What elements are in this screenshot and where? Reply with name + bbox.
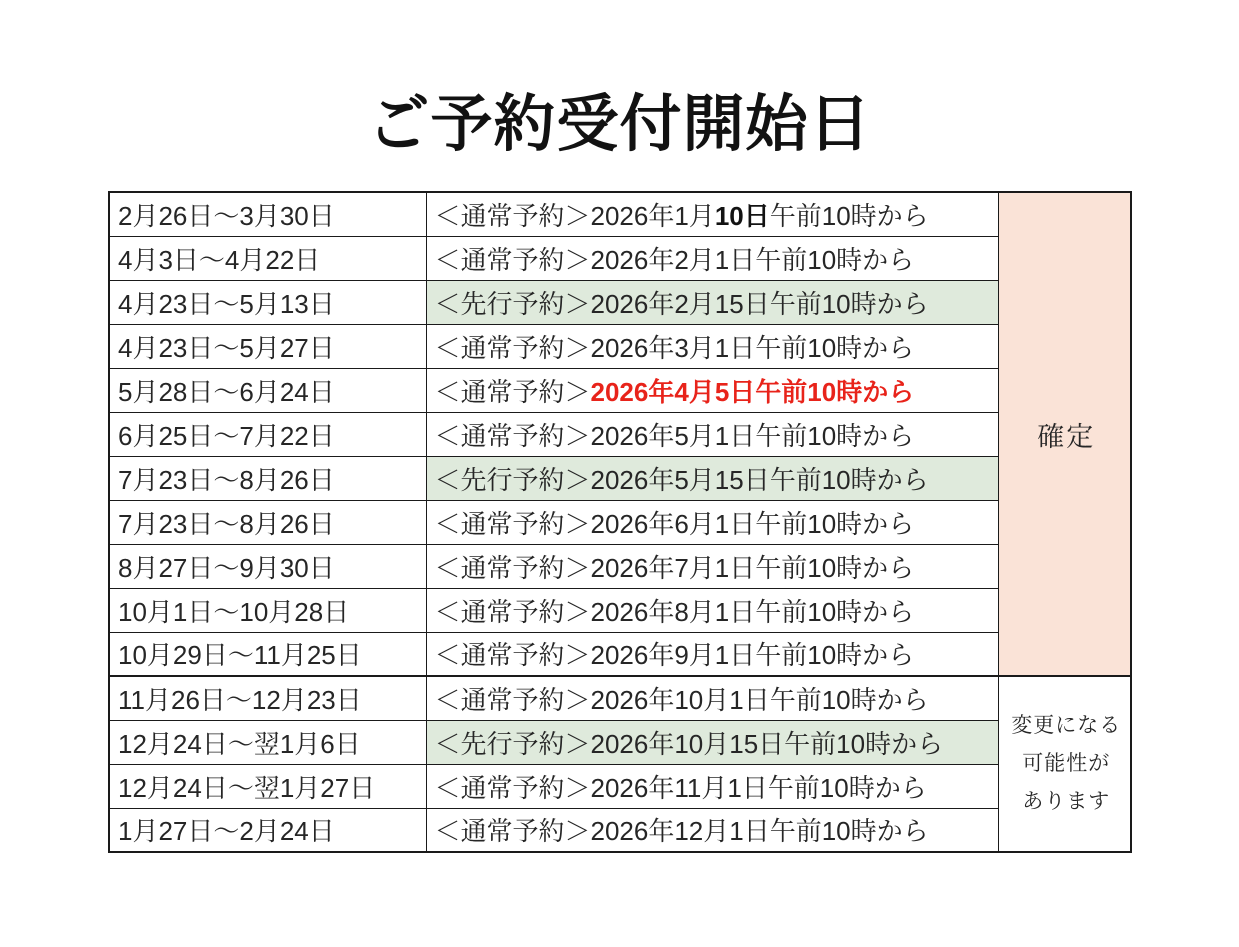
info-text-segment: ＜通常予約＞2026年10月1日午前10時から — [434, 684, 929, 715]
reservation-info-cell — [426, 500, 998, 544]
table-row — [109, 544, 1131, 588]
info-text-segment: ＜先行予約＞2026年10月15日午前10時から — [434, 728, 944, 759]
table-row — [109, 632, 1131, 676]
table-row — [109, 456, 1131, 500]
table-row — [109, 280, 1131, 324]
period-cell: 12月24日〜翌1月6日 — [109, 720, 426, 764]
info-text-segment: ＜通常予約＞2026年1月 — [434, 200, 715, 231]
table-body — [109, 192, 1131, 852]
period-cell: 10月1日〜10月28日 — [109, 588, 426, 632]
table-row — [109, 236, 1131, 280]
reservation-info-cell — [426, 192, 998, 236]
info-text-segment: ＜通常予約＞2026年2月1日午前10時から — [434, 244, 915, 275]
status-label-line: 可能性が — [1022, 752, 1111, 776]
reservation-info-cell — [426, 368, 998, 412]
reservation-info-cell — [426, 236, 998, 280]
status-label-line: あります — [1022, 790, 1111, 814]
reservation-info-cell — [426, 808, 998, 852]
table-row — [109, 808, 1131, 852]
reservation-start-date-table — [108, 191, 1132, 853]
table-row — [109, 412, 1131, 456]
reservation-info-cell — [426, 280, 998, 324]
info-text-segment: ＜通常予約＞2026年6月1日午前10時から — [434, 508, 915, 539]
info-text-segment: ＜先行予約＞2026年5月15日午前10時から — [434, 464, 929, 495]
period-cell: 7月23日〜8月26日 — [109, 500, 426, 544]
reservation-info-cell — [426, 412, 998, 456]
period-cell: 1月27日〜2月24日 — [109, 808, 426, 852]
table-row — [109, 368, 1131, 412]
info-text-segment: ＜先行予約＞2026年2月15日午前10時から — [434, 288, 929, 319]
status-cell — [998, 192, 1131, 676]
status-label-line: 確定 — [1037, 421, 1096, 452]
table-row — [109, 720, 1131, 764]
table-row — [109, 192, 1131, 236]
reservation-info-cell — [426, 544, 998, 588]
info-text-segment: ＜通常予約＞2026年7月1日午前10時から — [434, 552, 915, 583]
table-row — [109, 324, 1131, 368]
info-text-segment: ＜通常予約＞ — [434, 376, 591, 407]
status-label-line: 変更になる — [1011, 714, 1122, 738]
period-cell: 8月27日〜9月30日 — [109, 544, 426, 588]
period-cell: 6月25日〜7月22日 — [109, 412, 426, 456]
period-cell: 12月24日〜翌1月27日 — [109, 764, 426, 808]
period-cell: 4月3日〜4月22日 — [109, 236, 426, 280]
table-row — [109, 676, 1131, 720]
table-row — [109, 588, 1131, 632]
period-cell: 4月23日〜5月27日 — [109, 324, 426, 368]
period-cell: 10月29日〜11月25日 — [109, 632, 426, 676]
period-cell: 11月26日〜12月23日 — [109, 676, 426, 720]
table-row — [109, 764, 1131, 808]
info-text-segment: ＜通常予約＞2026年5月1日午前10時から — [434, 420, 915, 451]
reservation-info-cell — [426, 676, 998, 720]
info-text-segment: ＜通常予約＞2026年11月1日午前10時から — [434, 772, 927, 803]
info-text-segment: 10日 — [714, 200, 770, 231]
info-text-segment: ＜通常予約＞2026年8月1日午前10時から — [434, 596, 915, 627]
info-text-segment: ＜通常予約＞2026年12月1日午前10時から — [434, 816, 929, 847]
page-title: ご予約受付開始日 — [367, 90, 872, 159]
info-text-segment: ＜通常予約＞2026年9月1日午前10時から — [434, 640, 915, 671]
reservation-info-cell — [426, 324, 998, 368]
reservation-info-cell — [426, 720, 998, 764]
info-text-segment: ＜通常予約＞2026年3月1日午前10時から — [434, 332, 915, 363]
info-text-segment: 2026年4月5日午前10時から — [590, 376, 915, 407]
info-text-segment: 午前10時から — [769, 200, 929, 231]
reservation-info-cell — [426, 456, 998, 500]
reservation-info-cell — [426, 764, 998, 808]
period-cell: 7月23日〜8月26日 — [109, 456, 426, 500]
table-row — [109, 500, 1131, 544]
period-cell: 5月28日〜6月24日 — [109, 368, 426, 412]
reservation-info-cell — [426, 588, 998, 632]
period-cell: 4月23日〜5月13日 — [109, 280, 426, 324]
status-cell — [998, 676, 1131, 852]
reservation-info-cell — [426, 632, 998, 676]
period-cell: 2月26日〜3月30日 — [109, 192, 426, 236]
